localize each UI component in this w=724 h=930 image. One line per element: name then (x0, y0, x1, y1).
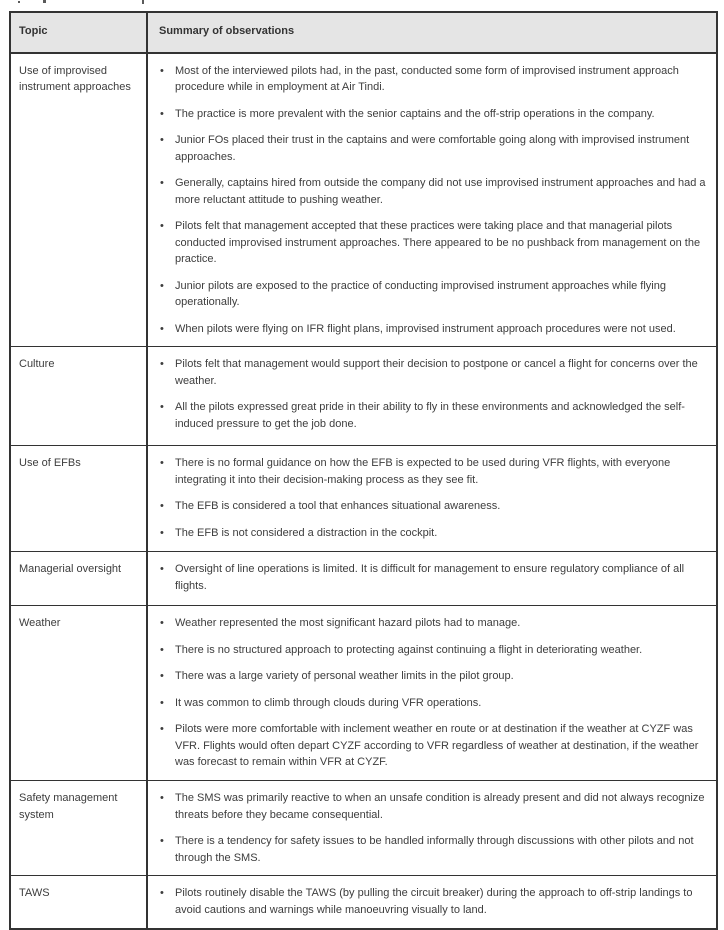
bullet-text: Pilots were more comfortable with inclement weather en route or at destination if the weather at CYZF was VFR. Flights would often depart CYZF according to VFR regardless of weather at destination, if the weather was forecast to remain within VFR at CYZF. (175, 723, 699, 768)
summary-cell (148, 347, 716, 445)
bullet-text: The practice is more prevalent with the senior captains and the off-strip operations in the company. (175, 107, 655, 120)
topic-cell (11, 552, 148, 605)
bullet-item (159, 695, 708, 712)
bullet-item (159, 833, 708, 866)
bullet-icon: • (160, 670, 164, 682)
bullet-text: Pilots felt that management would support their decision to postpone or cancel a flight for concerns over the weather. (175, 358, 698, 387)
bullet-icon: • (160, 792, 164, 804)
bullet-icon: • (160, 134, 164, 146)
bullet-icon: • (160, 177, 164, 189)
bullet-item (159, 885, 708, 918)
bullet-item (159, 399, 708, 432)
topic-label: Use of improvised instrument approaches (19, 64, 131, 93)
topic-label: Weather (19, 617, 61, 629)
bullet-text: Generally, captains hired from outside the company did not use improvised instrument approaches and had a more reluctant attitude to pushing weather. (175, 177, 706, 206)
summary-cell (148, 876, 716, 928)
bullet-item (159, 525, 708, 542)
bullet-item (159, 278, 708, 311)
table-row (11, 551, 716, 605)
bullet-icon: • (160, 643, 164, 656)
bullet-text: There is a tendency for safety issues to be handled informally through discussions with other pilots and not through the SMS. (175, 835, 694, 864)
bullet-text: Weather represented the most significant hazard pilots had to manage. (175, 617, 521, 629)
table-row (11, 346, 716, 445)
topic-label: Safety management system (19, 792, 118, 821)
bullet-item (159, 668, 708, 685)
bullet-icon: • (160, 500, 164, 512)
topic-label: TAWS (19, 887, 50, 899)
table-row (11, 875, 716, 928)
bullet-text: Junior pilots are exposed to the practice of conducting improvised instrument approaches while flying operationally. (175, 279, 666, 308)
bullet-icon: • (160, 322, 164, 335)
bullet-icon: • (160, 401, 164, 413)
bullet-item (159, 790, 708, 823)
bullet-text: When pilots were flying on IFR flight plans, improvised instrument approach procedures were not used. (175, 322, 676, 335)
table-row (11, 780, 716, 875)
header-cell-summary (148, 13, 716, 52)
bullet-icon: • (160, 457, 164, 469)
bullet-item (159, 218, 708, 268)
bullet-item (159, 356, 708, 389)
bullet-item (159, 63, 708, 96)
bullet-icon: • (160, 723, 164, 735)
cropped-caption-remnant (0, 0, 724, 6)
table-row (11, 605, 716, 780)
bullet-item (159, 642, 708, 659)
summary-cell (148, 54, 716, 347)
table-row (11, 445, 716, 551)
bullet-text: The EFB is considered a tool that enhances situational awareness. (175, 500, 501, 512)
topic-cell (11, 54, 148, 347)
bullet-text: Most of the interviewed pilots had, in the past, conducted some form of improvised instrument approach procedure while in employment at Air Tindi. (175, 64, 679, 93)
bullet-text: Junior FOs placed their trust in the captains and were comfortable going along with improvised instrument approaches. (175, 134, 690, 163)
bullet-icon: • (160, 526, 164, 539)
bullet-text: Pilots routinely disable the TAWS (by pulling the circuit breaker) during the approach to off-strip landings to avoid cautions and warnings while manoeuvring visually to land. (175, 887, 693, 916)
topic-label: Managerial oversight (19, 563, 122, 575)
topic-label: Use of EFBs (19, 457, 81, 469)
bullet-list (159, 455, 708, 541)
topic-cell (11, 347, 148, 445)
topic-cell (11, 606, 148, 780)
summary-cell (148, 552, 716, 605)
topic-cell (11, 446, 148, 551)
header-cell-topic (11, 13, 148, 52)
bullet-text: There is no formal guidance on how the EFB is expected to be used during VFR flights, with everyone integrating it into their decision-making process as they see fit. (175, 457, 671, 486)
observations-table (9, 11, 718, 930)
bullet-text: Pilots felt that management accepted that these practices were taking place and that managerial pilots conducted improvised instrument approaches. There appeared to be no pushback from management on the practice. (175, 220, 701, 265)
bullet-list (159, 561, 708, 594)
bullet-icon: • (160, 64, 164, 77)
summary-cell (148, 781, 716, 875)
bullet-item (159, 498, 708, 515)
bullet-item (159, 615, 708, 632)
table-header-row (11, 13, 716, 53)
summary-cell (148, 446, 716, 551)
bullet-item (159, 721, 708, 771)
bullet-item (159, 106, 708, 123)
topic-cell (11, 781, 148, 875)
bullet-list (159, 885, 708, 918)
bullet-icon: • (160, 563, 164, 575)
bullet-text: All the pilots expressed great pride in their ability to fly in these environments and acknowledged the self-induced pressure to get the job done. (175, 401, 685, 430)
bullet-list (159, 615, 708, 771)
summary-cell (148, 606, 716, 780)
topic-header-label: Topic (19, 25, 48, 37)
table-body (11, 53, 716, 929)
bullet-text: It was common to climb through clouds during VFR operations. (175, 696, 482, 709)
bullet-text: The EFB is not considered a distraction in the cockpit. (175, 526, 438, 539)
topic-cell (11, 876, 148, 928)
bullet-item (159, 321, 708, 338)
bullet-text: The SMS was primarily reactive to when an unsafe condition is already present and did not always recognize threats before they became consequential. (175, 792, 705, 821)
bullet-text: Oversight of line operations is limited. It is difficult for management to ensure regulatory compliance of all flights. (175, 563, 685, 592)
bullet-list (159, 356, 708, 432)
bullet-icon: • (160, 279, 164, 292)
bullet-text: There was a large variety of personal weather limits in the pilot group. (175, 670, 514, 682)
bullet-icon: • (160, 887, 164, 899)
bullet-list (159, 790, 708, 866)
bullet-icon: • (160, 696, 164, 709)
bullet-icon: • (160, 107, 164, 120)
bullet-item (159, 132, 708, 165)
bullet-icon: • (160, 358, 164, 370)
summary-header-label: Summary of observations (159, 25, 295, 37)
bullet-item (159, 561, 708, 594)
bullet-text: There is no structured approach to protecting against continuing a flight in deteriorating weather. (175, 643, 643, 656)
bullet-icon: • (160, 617, 164, 629)
table-row (11, 53, 716, 347)
topic-label: Culture (19, 358, 55, 370)
bullet-item (159, 175, 708, 208)
bullet-icon: • (160, 220, 164, 232)
bullet-icon: • (160, 835, 164, 847)
bullet-list (159, 63, 708, 338)
bullet-item (159, 455, 708, 488)
